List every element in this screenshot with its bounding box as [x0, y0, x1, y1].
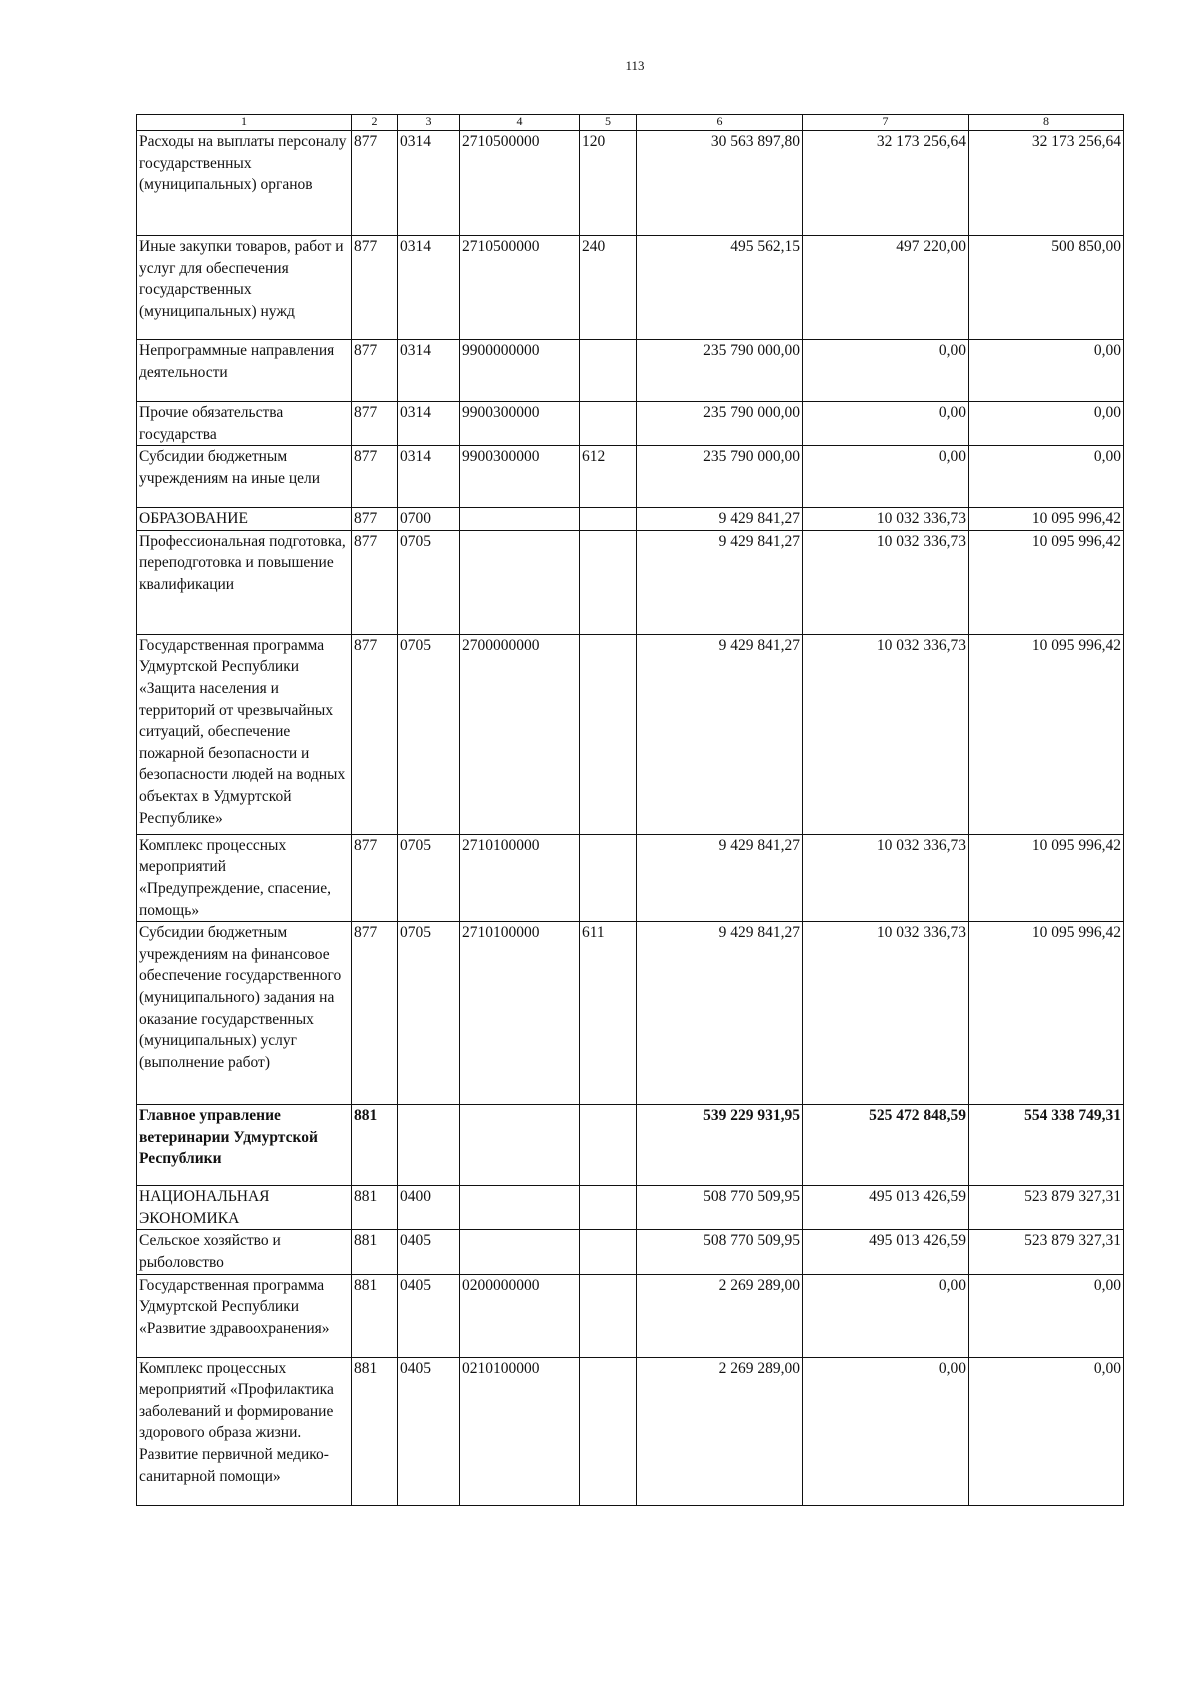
amount-year3-cell: 0,00	[969, 446, 1124, 508]
amount-year2-cell: 525 472 848,59	[803, 1105, 969, 1186]
row-name-cell: Непрограммные направления деятельности	[137, 340, 352, 402]
section-code-cell: 0705	[398, 834, 460, 921]
expense-type-cell	[580, 1274, 637, 1357]
admin-code-cell: 877	[352, 236, 398, 340]
amount-year1-cell: 9 429 841,27	[637, 922, 803, 1105]
row-name-cell: Субсидии бюджетным учреждениям на иные цели	[137, 446, 352, 508]
amount-year1-cell: 9 429 841,27	[637, 508, 803, 531]
row-name-cell: Государственная программа Удмуртской Республики «Защита населения и территорий от чрезвычайных ситуаций, обеспечение пожарной безопасности и безопасности людей на водных объектах в Удмуртской Республике»	[137, 634, 352, 834]
amount-year1-cell: 235 790 000,00	[637, 340, 803, 402]
amount-year1-cell: 508 770 509,95	[637, 1186, 803, 1230]
amount-year1-cell: 30 563 897,80	[637, 131, 803, 236]
amount-year2-cell: 495 013 426,59	[803, 1186, 969, 1230]
table-row	[137, 1186, 1124, 1230]
amount-year3-cell: 32 173 256,64	[969, 131, 1124, 236]
section-code-cell: 0705	[398, 634, 460, 834]
table-row	[137, 1357, 1124, 1505]
amount-year1-cell: 2 269 289,00	[637, 1274, 803, 1357]
expense-type-cell: 120	[580, 131, 637, 236]
row-name-cell: Комплекс процессных мероприятий «Профилактика заболеваний и формирование здорового образа жизни. Развитие первичной медико-санитарной помощи»	[137, 1357, 352, 1505]
expense-type-cell: 611	[580, 922, 637, 1105]
table-row	[137, 508, 1124, 531]
amount-year2-cell: 10 032 336,73	[803, 922, 969, 1105]
amount-year3-cell: 523 879 327,31	[969, 1230, 1124, 1274]
column-header: 8	[969, 115, 1124, 131]
amount-year2-cell: 0,00	[803, 446, 969, 508]
amount-year2-cell: 10 032 336,73	[803, 508, 969, 531]
column-header: 3	[398, 115, 460, 131]
target-article-cell	[460, 1230, 580, 1274]
section-code-cell: 0400	[398, 1186, 460, 1230]
amount-year2-cell: 0,00	[803, 1274, 969, 1357]
admin-code-cell: 877	[352, 834, 398, 921]
expense-type-cell	[580, 402, 637, 446]
target-article-cell: 2710500000	[460, 236, 580, 340]
row-name-cell: ОБРАЗОВАНИЕ	[137, 508, 352, 531]
admin-code-cell: 877	[352, 402, 398, 446]
table-row	[137, 530, 1124, 634]
admin-code-cell: 881	[352, 1230, 398, 1274]
section-code-cell: 0700	[398, 508, 460, 531]
section-code-cell: 0314	[398, 402, 460, 446]
admin-code-cell: 877	[352, 922, 398, 1105]
amount-year3-cell: 0,00	[969, 1357, 1124, 1505]
section-code-cell: 0314	[398, 340, 460, 402]
section-code-cell: 0405	[398, 1230, 460, 1274]
amount-year3-cell: 10 095 996,42	[969, 508, 1124, 531]
amount-year2-cell: 32 173 256,64	[803, 131, 969, 236]
amount-year3-cell: 0,00	[969, 1274, 1124, 1357]
amount-year3-cell: 523 879 327,31	[969, 1186, 1124, 1230]
amount-year3-cell: 0,00	[969, 402, 1124, 446]
table-row	[137, 236, 1124, 340]
expense-type-cell: 240	[580, 236, 637, 340]
amount-year3-cell: 10 095 996,42	[969, 634, 1124, 834]
target-article-cell: 2700000000	[460, 634, 580, 834]
admin-code-cell: 881	[352, 1274, 398, 1357]
column-header: 1	[137, 115, 352, 131]
section-code-cell: 0314	[398, 131, 460, 236]
table-row	[137, 446, 1124, 508]
admin-code-cell: 877	[352, 508, 398, 531]
amount-year1-cell: 9 429 841,27	[637, 530, 803, 634]
amount-year1-cell: 508 770 509,95	[637, 1230, 803, 1274]
row-name-cell: Субсидии бюджетным учреждениям на финансовое обеспечение государственного (муниципального) задания на оказание государственных (муниципальных) услуг (выполнение работ)	[137, 922, 352, 1105]
target-article-cell: 2710100000	[460, 834, 580, 921]
admin-code-cell: 881	[352, 1357, 398, 1505]
amount-year2-cell: 10 032 336,73	[803, 634, 969, 834]
table-row	[137, 1230, 1124, 1274]
page-number: 113	[625, 58, 645, 73]
row-name-cell: НАЦИОНАЛЬНАЯ ЭКОНОМИКА	[137, 1186, 352, 1230]
amount-year1-cell: 495 562,15	[637, 236, 803, 340]
amount-year1-cell: 235 790 000,00	[637, 402, 803, 446]
table-row	[137, 922, 1124, 1105]
expense-type-cell	[580, 508, 637, 531]
target-article-cell	[460, 1186, 580, 1230]
amount-year2-cell: 10 032 336,73	[803, 834, 969, 921]
admin-code-cell: 877	[352, 634, 398, 834]
admin-code-cell: 877	[352, 340, 398, 402]
amount-year1-cell: 2 269 289,00	[637, 1357, 803, 1505]
amount-year2-cell: 0,00	[803, 1357, 969, 1505]
expense-type-cell: 612	[580, 446, 637, 508]
amount-year1-cell: 9 429 841,27	[637, 834, 803, 921]
expense-type-cell	[580, 340, 637, 402]
section-code-cell: 0314	[398, 236, 460, 340]
target-article-cell: 0200000000	[460, 1274, 580, 1357]
admin-code-cell: 881	[352, 1186, 398, 1230]
target-article-cell: 2710500000	[460, 131, 580, 236]
row-name-cell: Иные закупки товаров, работ и услуг для обеспечения государственных (муниципальных) нужд	[137, 236, 352, 340]
target-article-cell: 9900300000	[460, 446, 580, 508]
table-row	[137, 1274, 1124, 1357]
amount-year2-cell: 0,00	[803, 402, 969, 446]
admin-code-cell: 877	[352, 131, 398, 236]
expense-type-cell	[580, 1186, 637, 1230]
expense-type-cell	[580, 1230, 637, 1274]
row-name-cell: Профессиональная подготовка, переподготовка и повышение квалификации	[137, 530, 352, 634]
amount-year1-cell: 235 790 000,00	[637, 446, 803, 508]
expense-type-cell	[580, 834, 637, 921]
column-header: 7	[803, 115, 969, 131]
table-row	[137, 634, 1124, 834]
table-row	[137, 834, 1124, 921]
amount-year3-cell: 0,00	[969, 340, 1124, 402]
section-code-cell	[398, 1105, 460, 1186]
target-article-cell	[460, 530, 580, 634]
amount-year3-cell: 500 850,00	[969, 236, 1124, 340]
table-row	[137, 1105, 1124, 1186]
row-name-cell: Прочие обязательства государства	[137, 402, 352, 446]
section-code-cell: 0405	[398, 1274, 460, 1357]
target-article-cell	[460, 508, 580, 531]
amount-year3-cell: 10 095 996,42	[969, 530, 1124, 634]
amount-year1-cell: 9 429 841,27	[637, 634, 803, 834]
row-name-cell: Расходы на выплаты персоналу государственных (муниципальных) органов	[137, 131, 352, 236]
target-article-cell: 9900300000	[460, 402, 580, 446]
column-number-row	[137, 115, 1124, 131]
row-name-cell: Государственная программа Удмуртской Республики «Развитие здравоохранения»	[137, 1274, 352, 1357]
section-code-cell: 0705	[398, 922, 460, 1105]
amount-year3-cell: 554 338 749,31	[969, 1105, 1124, 1186]
amount-year2-cell: 497 220,00	[803, 236, 969, 340]
row-name-cell: Комплекс процессных мероприятий «Предупреждение, спасение, помощь»	[137, 834, 352, 921]
amount-year2-cell: 10 032 336,73	[803, 530, 969, 634]
amount-year2-cell: 495 013 426,59	[803, 1230, 969, 1274]
target-article-cell: 0210100000	[460, 1357, 580, 1505]
target-article-cell: 2710100000	[460, 922, 580, 1105]
section-code-cell: 0405	[398, 1357, 460, 1505]
admin-code-cell: 881	[352, 1105, 398, 1186]
section-code-cell: 0705	[398, 530, 460, 634]
table-row	[137, 131, 1124, 236]
column-header: 6	[637, 115, 803, 131]
table-row	[137, 340, 1124, 402]
expense-type-cell	[580, 530, 637, 634]
target-article-cell: 9900000000	[460, 340, 580, 402]
amount-year2-cell: 0,00	[803, 340, 969, 402]
section-code-cell: 0314	[398, 446, 460, 508]
amount-year3-cell: 10 095 996,42	[969, 834, 1124, 921]
amount-year1-cell: 539 229 931,95	[637, 1105, 803, 1186]
column-header: 5	[580, 115, 637, 131]
admin-code-cell: 877	[352, 446, 398, 508]
column-header: 2	[352, 115, 398, 131]
amount-year3-cell: 10 095 996,42	[969, 922, 1124, 1105]
column-header: 4	[460, 115, 580, 131]
expense-type-cell	[580, 1357, 637, 1505]
row-name-cell: Сельское хозяйство и рыболовство	[137, 1230, 352, 1274]
target-article-cell	[460, 1105, 580, 1186]
budget-table	[136, 114, 1124, 1506]
admin-code-cell: 877	[352, 530, 398, 634]
expense-type-cell	[580, 1105, 637, 1186]
row-name-cell: Главное управление ветеринарии Удмуртской Республики	[137, 1105, 352, 1186]
table-row	[137, 402, 1124, 446]
expense-type-cell	[580, 634, 637, 834]
